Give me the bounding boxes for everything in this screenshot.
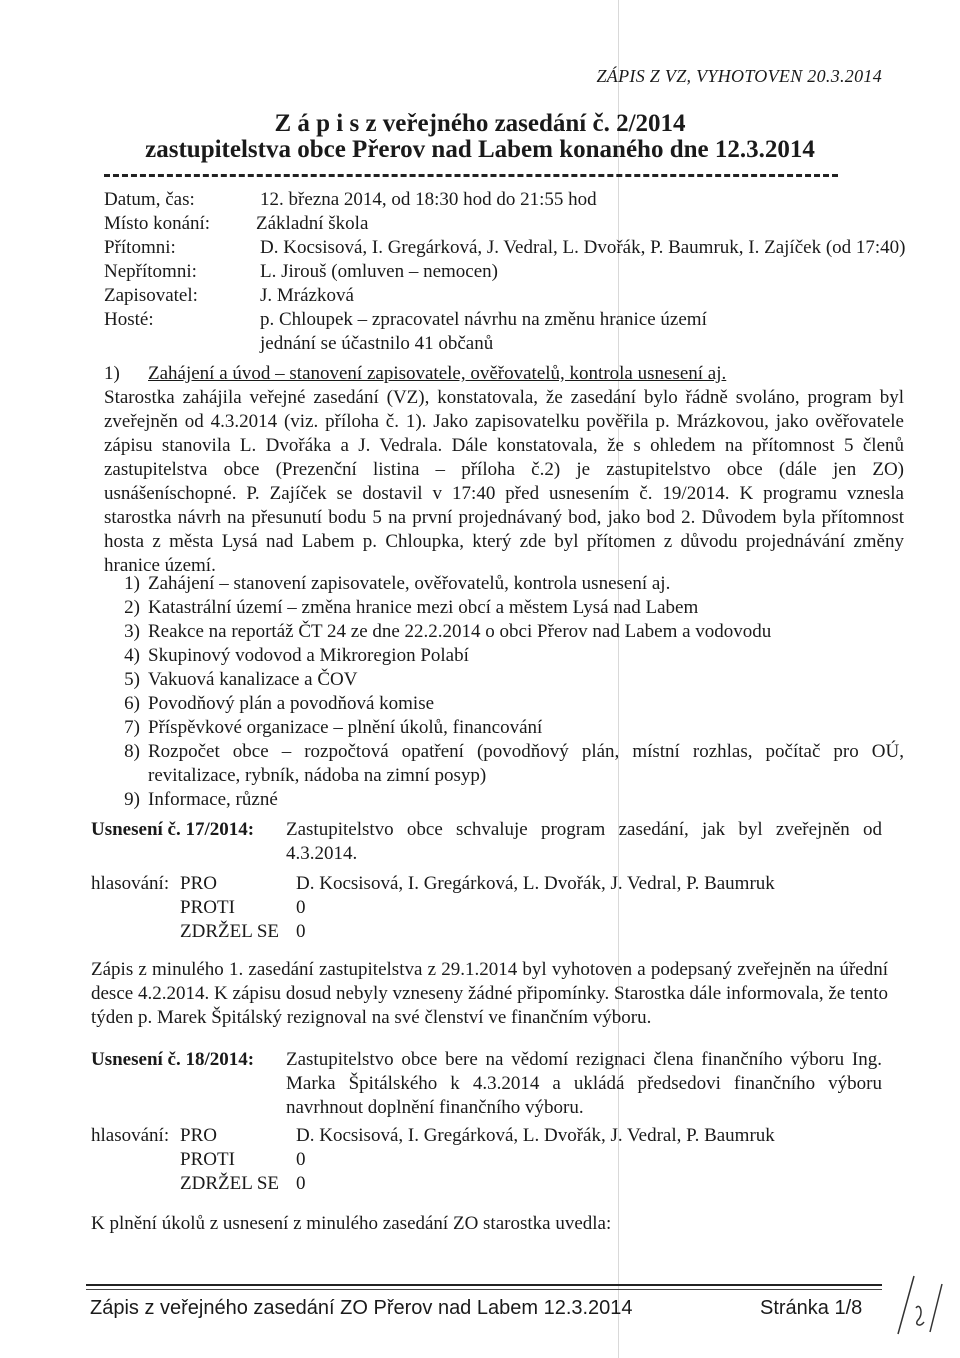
footer-rule-thin (86, 1289, 882, 1290)
vote-against-value: 0 (296, 897, 306, 918)
vote-label: hlasování: (91, 873, 170, 894)
meta-label-recorder: Zapisovatel: (104, 285, 198, 306)
program-item-number: 3) (124, 621, 140, 642)
page-number: Stránka 1/8 (760, 1297, 863, 1319)
title-divider (104, 174, 838, 177)
section-heading: Zahájení a úvod – stanovení zapisovatele, ověřovatelů, kontrola usnesení aj. (148, 363, 727, 384)
meta-value-attendance: jednání se účastnilo 41 občanů (260, 333, 494, 354)
vote-label: hlasování: (91, 1125, 170, 1146)
program-item: Rozpočet obce – rozpočtová opatření (povodňový plán, místní rozhlas, počítač pro OÚ, revitalizace, rybník, nádoba na zimní posyp) (148, 741, 904, 786)
vote-pro-label: PRO (180, 873, 217, 894)
footer-title: Zápis z veřejného zasedání ZO Přerov nad Labem 12.3.2014 (90, 1297, 633, 1319)
vote-abstain-label: ZDRŽEL SE (180, 1173, 280, 1194)
program-item: Skupinový vodovod a Mikroregion Polabí (148, 645, 469, 666)
document-reference: ZÁPIS Z VZ, VYHOTOVEN 20.3.2014 (596, 66, 882, 86)
meta-label-date: Datum, čas: (104, 189, 195, 210)
program-item: Povodňový plán a povodňová komise (148, 693, 435, 714)
program-item: Reakce na reportáž ČT 24 ze dne 22.2.2014 o obci Přerov nad Labem a vodovodu (148, 621, 772, 642)
handwritten-initials (880, 1262, 950, 1342)
resolution-18-text: Zastupitelstvo obce bere na vědomí rezignaci člena finančního výboru Ing. Marka Špitálského k 4.3.2014 a ukládá předsedovi finančního výboru navrhnout doplnění finančního výboru. (286, 1049, 882, 1118)
vote-pro-label: PRO (180, 1125, 217, 1146)
program-item: Zahájení – stanovení zapisovatele, ověřovatelů, kontrola usnesení aj. (148, 573, 671, 594)
program-item-number: 2) (124, 597, 140, 618)
meta-value-recorder: J. Mrázková (260, 285, 354, 306)
program-item-number: 6) (124, 693, 140, 714)
vote-abstain-value: 0 (296, 1173, 306, 1194)
resolution-17-label: Usnesení č. 17/2014: (91, 819, 255, 840)
meta-label-absent: Nepřítomni: (104, 261, 197, 282)
meta-value-guests: p. Chloupek – zpracovatel návrhu na změnu hranice území (260, 309, 707, 330)
meta-label-guests: Hosté: (104, 309, 154, 330)
program-item-number: 5) (124, 669, 140, 690)
resolution-17-text: Zastupitelstvo obce schvaluje program zasedání, jak byl zveřejněn od 4.3.2014. (286, 819, 882, 864)
vote-pro-value: D. Kocsisová, I. Gregárková, L. Dvořák, J. Vedral, P. Baumruk (296, 873, 775, 894)
document-title: Z á p i s z veřejného zasedání č. 2/2014 (274, 110, 686, 137)
program-item-number: 4) (124, 645, 140, 666)
tasks-paragraph: K plnění úkolů z usnesení z minulého zasedání ZO starostka uvedla: (91, 1213, 612, 1234)
meta-value-date: 12. března 2014, od 18:30 hod do 21:55 hod (260, 189, 597, 210)
resolution-18-label: Usnesení č. 18/2014: (91, 1049, 255, 1070)
minutes-paragraph: Zápis z minulého 1. zasedání zastupitelstva z 29.1.2014 byl vyhotoven a podepsaný zveřejněn na úřední desce 4.2.2014. K zápisu dosud nebyly vzneseny žádné připomínky. Starostka dále informovala, že tento týden p. Marek Špitálský rezignoval na své členství ve finančním výboru. (91, 959, 888, 1028)
program-item-number: 7) (124, 717, 140, 738)
vote-abstain-value: 0 (296, 921, 306, 942)
program-item: Informace, různé (148, 789, 278, 810)
vote-pro-value: D. Kocsisová, I. Gregárková, L. Dvořák, J. Vedral, P. Baumruk (296, 1125, 775, 1146)
program-item-number: 1) (124, 573, 140, 594)
document-subtitle: zastupitelstva obce Přerov nad Labem konaného dne 12.3.2014 (145, 136, 815, 163)
vote-against-label: PROTI (180, 897, 235, 918)
vote-against-label: PROTI (180, 1149, 235, 1170)
section-paragraph: Starostka zahájila veřejné zasedání (VZ), konstatovala, že zasedání bylo řádně svoláno, program byl zveřejněn od 4.3.2014 (viz. příloha č. 1). Jako zapisovatelku pověřila p. Mrázkovou, jako ověřovatele zápisu stanovila L. Dvořáka a J. Vedrala. Dále konstatovala, že s ohledem na přítomnost 5 členů zastupitelstva obce (Prezenční listina – příloha č.2) je zastupitelstvo obce (dále jen ZO) usnášeníschopné. P. Zajíček se dostavil v 17:40 před usnesením č. 19/2014. K programu vznesla starostka návrh na přesunutí bodu 5 na první projednávaný bod, jako bod 2. Důvodem byla přítomnost hosta z města Lysá nad Labem p. Chloupka, který zde byl přítomen z důvodu projednávání změny hranice území. (104, 387, 904, 576)
program-item-number: 9) (124, 789, 140, 810)
program-item: Vakuová kanalizace a ČOV (148, 669, 358, 690)
vote-against-value: 0 (296, 1149, 306, 1170)
meta-value-place: Základní škola (256, 213, 369, 234)
meta-label-present: Přítomni: (104, 237, 176, 258)
footer-rule (86, 1284, 882, 1286)
program-item: Příspěvkové organizace – plnění úkolů, financování (148, 717, 543, 738)
section-number: 1) (104, 363, 120, 384)
meta-value-absent: L. Jirouš (omluven – nemocen) (260, 261, 498, 282)
meta-value-present: D. Kocsisová, I. Gregárková, J. Vedral, L. Dvořák, P. Baumruk, I. Zajíček (od 17:40) (260, 237, 906, 258)
vote-abstain-label: ZDRŽEL SE (180, 921, 280, 942)
program-item: Katastrální území – změna hranice mezi obcí a městem Lysá nad Labem (148, 597, 699, 618)
meta-label-place: Místo konání: (104, 213, 211, 234)
program-item-number: 8) (124, 741, 140, 762)
